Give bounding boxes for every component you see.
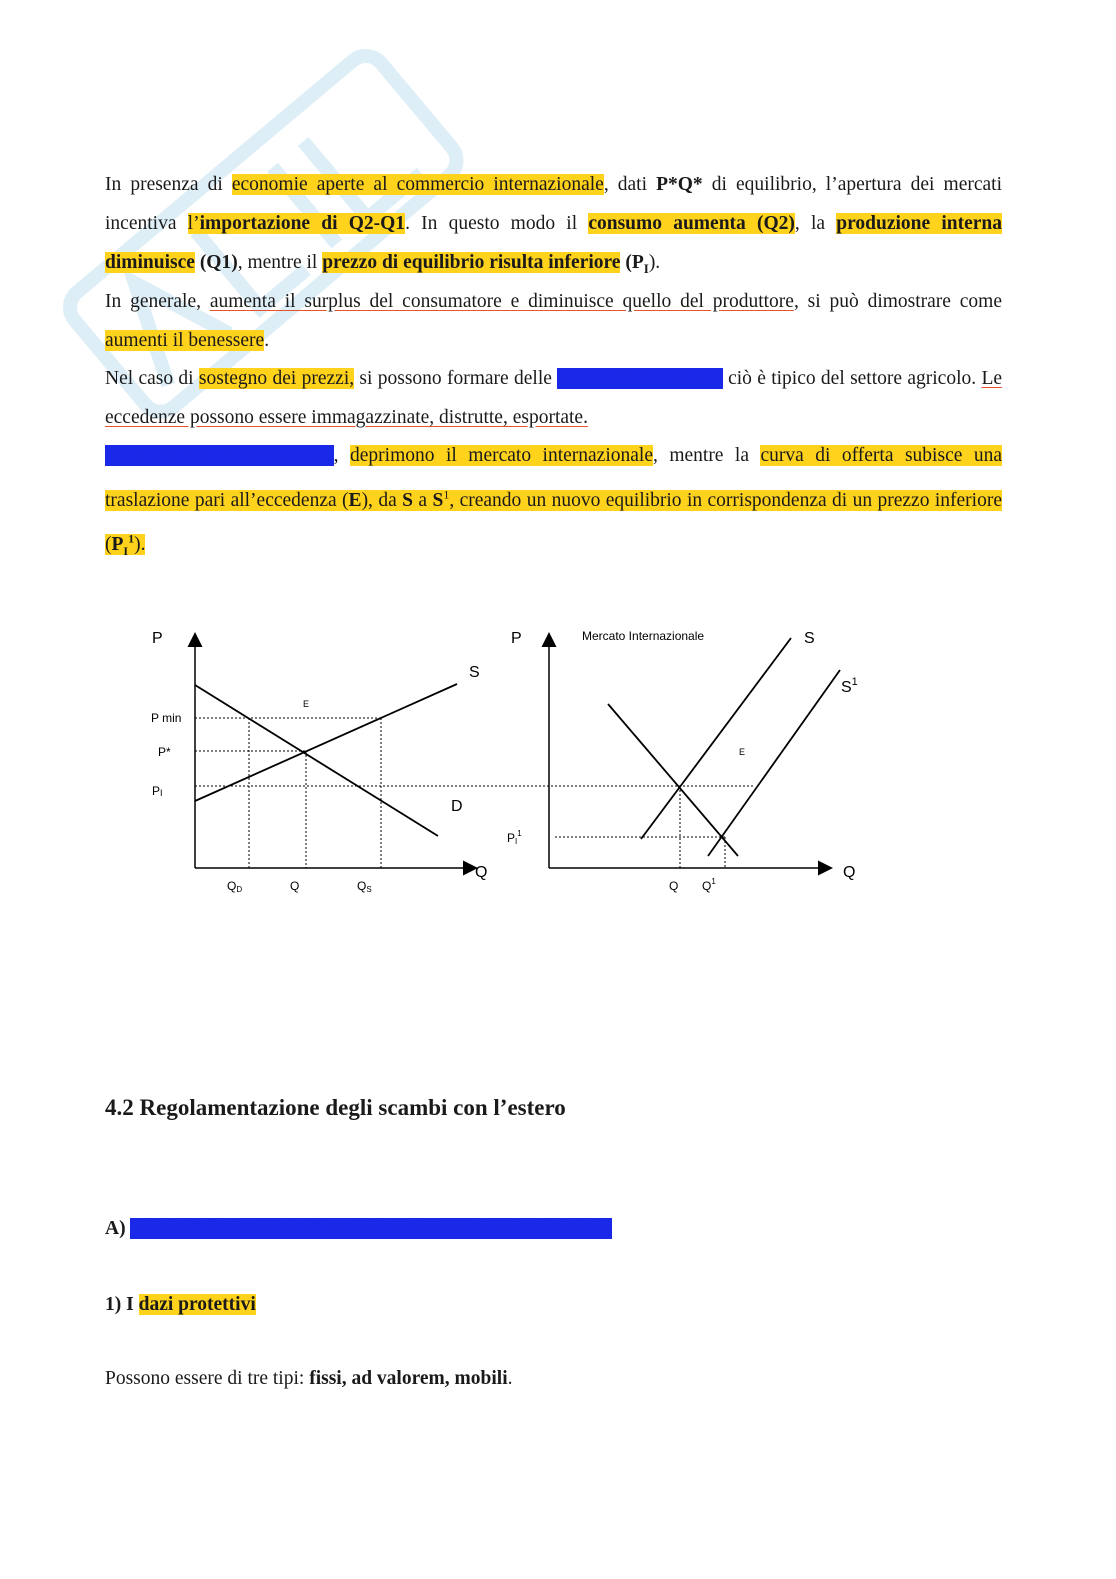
- highlight: dazi protettivi: [138, 1294, 256, 1315]
- text: di equilibrio, l’apertura dei mercati incentiva: [105, 174, 1002, 234]
- section-heading: 4.2 Regolamentazione degli scambi con l’estero: [105, 1095, 566, 1120]
- bold-text: (Q1): [199, 252, 238, 273]
- highlight: economie aperte al commercio internazionale: [231, 174, 604, 195]
- q1-main: Q: [702, 879, 712, 893]
- left-supply-line: [195, 684, 457, 801]
- left-p-axis-label: P: [152, 630, 163, 647]
- text: In generale,: [105, 291, 210, 312]
- left-demand-label: D: [451, 798, 463, 815]
- paragraph-surplus: [105, 282, 1002, 360]
- text: . In questo modo il: [405, 213, 589, 234]
- text: Possono essere di tre tipi:: [105, 1368, 310, 1389]
- s1-sup: 1: [851, 676, 858, 688]
- pi-label: [152, 784, 163, 798]
- pi1-main: P: [507, 831, 516, 845]
- bold-highlight: prezzo di equilibrio risulta inferiore: [322, 252, 621, 273]
- text: , si può dimostrare come: [793, 291, 1003, 312]
- bold-text: (P: [625, 252, 644, 273]
- text: a: [413, 489, 433, 511]
- pi1-label: [507, 829, 522, 846]
- right-chart-title: Mercato Internazionale: [582, 629, 705, 643]
- text: , creando un nuovo equilibrio in corrispondenza di un prezzo inferiore (: [105, 489, 1002, 555]
- pmin-label: P min: [151, 711, 182, 725]
- text: , mentre la: [652, 445, 761, 466]
- q1-sup: 1: [711, 877, 716, 886]
- list-item-dazi: [105, 1294, 256, 1316]
- underlined-text: Le eccedenze possono essere immagazzinate, distrutte, esportate.: [105, 368, 1003, 428]
- right-q1-label: [702, 877, 716, 893]
- text: , la: [794, 213, 837, 234]
- highlight: aumenti il benessere: [105, 330, 265, 351]
- right-surplus-label: E: [739, 747, 746, 757]
- blue-highlight: Qualora collocate all’estero: [105, 445, 334, 466]
- bold-highlight: produzione interna diminuisce: [105, 213, 1003, 273]
- subscript: I: [123, 543, 129, 558]
- qd-sub: D: [236, 885, 243, 894]
- bold-text: P: [111, 534, 124, 555]
- left-supply-label: S: [469, 664, 480, 681]
- text: l’: [187, 213, 200, 234]
- text: ).: [648, 252, 661, 273]
- text: ), da: [361, 489, 403, 511]
- right-supply-label: S: [804, 630, 815, 647]
- text: curva di offerta subisce una traslazione pari all’eccedenza (: [105, 445, 1002, 511]
- text: .: [507, 1368, 513, 1389]
- bold-text: P*Q*: [656, 174, 703, 195]
- blue-highlight: eccedenze produttive: [557, 368, 723, 389]
- right-q-label: Q: [669, 879, 679, 893]
- right-supply-shift-line: [708, 670, 840, 856]
- text: ).: [134, 534, 146, 555]
- right-q-axis-label: Q: [843, 864, 856, 881]
- left-q-axis-label: Q: [475, 864, 488, 881]
- q-label: Q: [290, 879, 300, 893]
- qs-main: Q: [357, 879, 367, 893]
- paragraph-imports: [105, 165, 1002, 288]
- left-surplus-label: E: [303, 699, 310, 709]
- text: , mentre il: [237, 252, 323, 273]
- subheading-a: [105, 1218, 612, 1240]
- bold-highlight: consumo aumenta (Q2): [588, 213, 795, 234]
- pi-main: P: [152, 784, 161, 798]
- figure-svg: [135, 615, 875, 905]
- paragraph-export: [105, 436, 1002, 571]
- left-demand-line: [195, 685, 438, 836]
- qd-label: [227, 879, 242, 894]
- pi-sub: I: [160, 788, 163, 798]
- superscript: 1: [128, 531, 135, 546]
- text: Nel caso di: [105, 368, 199, 389]
- right-supply-shift-label: [841, 676, 858, 696]
- highlight: [188, 213, 405, 234]
- right-supply-line: [641, 638, 791, 839]
- text: ,: [333, 445, 351, 466]
- bold-text: S: [402, 489, 413, 511]
- highlight: sostegno dei prezzi,: [198, 368, 355, 389]
- bold-text: E: [348, 489, 362, 511]
- qs-sub: S: [366, 885, 372, 894]
- bold-text: importazione di Q2-Q1: [199, 213, 406, 234]
- qd-main: Q: [227, 879, 237, 893]
- text: In presenza di: [105, 174, 232, 195]
- text: , dati: [603, 174, 657, 195]
- text: ciò è tipico del settore agricolo.: [722, 368, 982, 389]
- s1-main: S: [841, 679, 852, 696]
- subheading-label: A): [105, 1218, 131, 1239]
- subscript: I: [643, 260, 649, 276]
- text: si possono formare delle: [354, 368, 558, 389]
- superscript: 1: [443, 487, 450, 501]
- paragraph-price-support: [105, 359, 1002, 437]
- qs-label: [357, 879, 372, 894]
- right-p-axis-label: P: [511, 630, 522, 647]
- bold-text: S: [432, 489, 444, 511]
- pstar-label: P*: [158, 745, 171, 759]
- pi1-sup: 1: [517, 829, 522, 838]
- bold-text: fissi, ad valorem, mobili: [309, 1368, 508, 1389]
- blue-highlight: (INTERVENTI PER REGOLARE LE IMPORTAZIONI): [130, 1218, 612, 1239]
- list-number: 1) I: [105, 1294, 139, 1315]
- underlined-text: aumenta il surplus del consumatore e diminuisce quello del produttore: [209, 291, 794, 312]
- supply-demand-figure: [135, 615, 875, 905]
- pi1-sub: I: [515, 837, 518, 846]
- highlight: deprimono il mercato internazionale: [350, 445, 653, 466]
- right-demand-line: [608, 704, 738, 856]
- text: .: [264, 330, 270, 351]
- paragraph-types: [105, 1368, 513, 1390]
